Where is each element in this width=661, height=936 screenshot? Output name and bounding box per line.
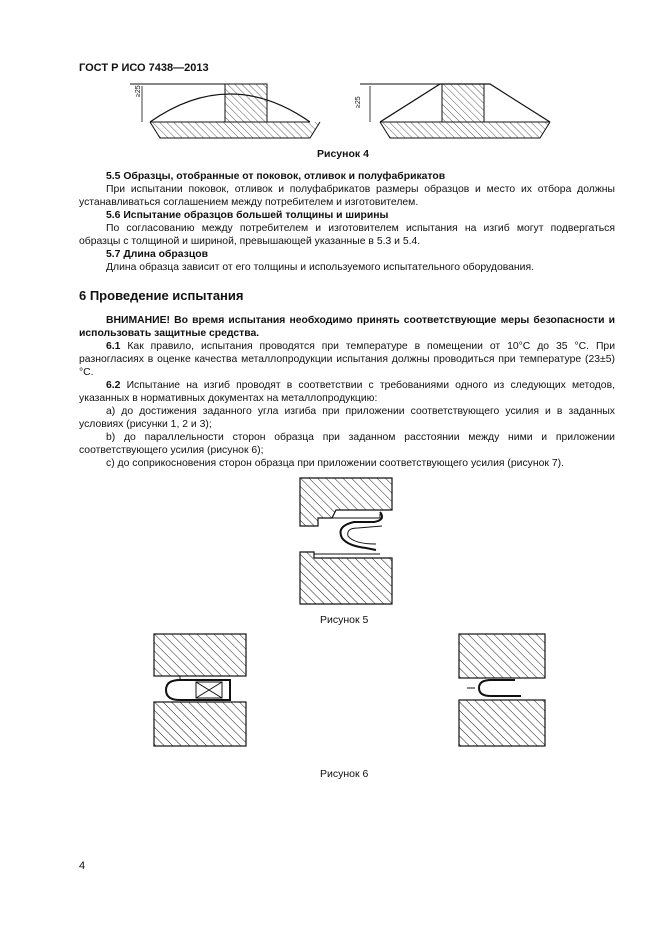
sections-6-block: [79, 314, 615, 470]
p62-number: 6.2: [106, 380, 121, 391]
figure-6-right: [455, 630, 555, 762]
p62-text: Испытание на изгиб проводят в соответствии с требованиями одного из следующих методов, указанных в нормативных документах на металлопродукцию:: [79, 380, 615, 404]
list-item-b: b) до параллельности сторон образца при заданном расстоянии между ними и приложении соответствующего усилия (рисунок 6);: [79, 432, 615, 456]
figure-6-left: [150, 630, 260, 762]
page-number: 4: [79, 860, 86, 872]
figure-4-right: [350, 76, 570, 146]
section-5-7-text: Длина образца зависит от его толщины и используемого испытательного оборудования.: [106, 262, 534, 273]
dimension-label-left: ≥25: [135, 85, 142, 97]
section-5-7-title: 5.7 Длина образцов: [106, 249, 208, 260]
list-item-c: с) до соприкосновения сторон образца при приложении соответствующего усилия (рисунок 7).: [106, 458, 564, 469]
section-5-6-text: По согласованию между потребителем и изготовителем испытания на изгиб могут подвергаться образцы с толщиной и шириной, превышающей указанные в 5.3 и 5.4.: [79, 223, 615, 247]
dimension-label-right: ≥25: [355, 96, 362, 108]
page-header: ГОСТ Р ИСО 7438—2013: [79, 62, 209, 74]
list-item-a: а) до достижения заданного угла изгиба при приложении соответствующего усилия и в заданных условиях (рисунки 1, 2 и 3);: [79, 406, 615, 430]
figure-4-caption: Рисунок 4: [317, 148, 369, 160]
section-6-title: 6 Проведение испытания: [79, 288, 244, 303]
paragraph-6-2: [79, 379, 615, 405]
paragraph-6-1: [79, 340, 615, 379]
figure-4-left: [120, 76, 345, 146]
p61-text: Как правило, испытания проводятся при температуре в помещении от 10°С до 35 °С. При разногласиях в оценке качества металлопродукции испытания должны проводиться при температуре (23±5)°С.: [79, 341, 615, 378]
figure-5: [296, 474, 406, 614]
p61-number: 6.1: [106, 341, 121, 352]
figure-5-caption: Рисунок 5: [320, 614, 369, 626]
section-5-5-title: 5.5 Образцы, отобранные от поковок, отливок и полуфабрикатов: [106, 171, 446, 182]
section-5-6-title: 5.6 Испытание образцов большей толщины и ширины: [106, 210, 389, 221]
figure-6-caption: Рисунок 6: [320, 768, 369, 780]
warning-text: ВНИМАНИЕ! Во время испытания необходимо принять соответствующие меры безопасности и использовать защитные средства.: [79, 315, 615, 339]
section-5-5-text: При испытании поковок, отливок и полуфабрикатов размеры образцов и место их отбора должны устанавливаться соглашением между потребителем и изготовителем.: [79, 184, 615, 208]
sections-5-block: [79, 170, 615, 274]
